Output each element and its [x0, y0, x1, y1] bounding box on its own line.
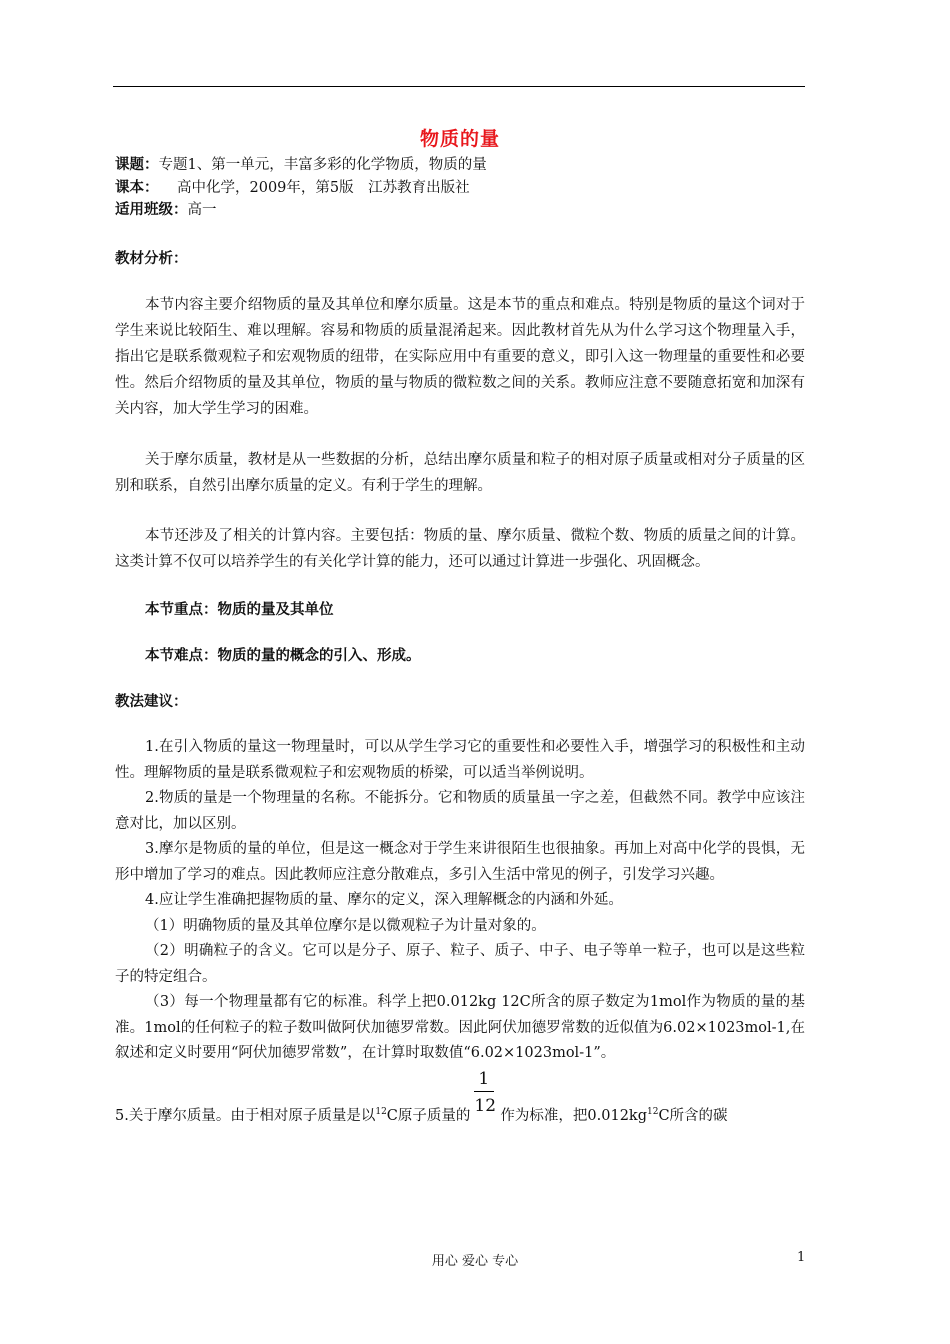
page-number: 1 — [797, 1250, 806, 1265]
method-item: 3.摩尔是物质的量的单位，但是这一概念对于学生来讲很陌生也很抽象。再加上对高中化学的畏惧，无形中增加了学习的难点。因此教师应注意分散难点，多引入生活中常见的例子，引发学习兴趣。 — [115, 841, 805, 883]
meta-topic — [115, 154, 805, 177]
meta-block — [115, 154, 805, 222]
analysis-heading: 教材分析： — [115, 249, 188, 267]
method-item: 1.在引入物质的量这一物理量时，可以从学生学习它的重要性和必要性入手，增强学习的积极性和主动性。理解物质的量是联系微观粒子和宏观物质的桥梁，可以适当举例说明。 — [115, 739, 805, 781]
method-item: （2）明确粒子的含义。它可以是分子、原子、粒子、质子、中子、电子等单一粒子，也可以是这些粒子的特定组合。 — [115, 943, 805, 985]
last-part1: 5.关于摩尔质量。由于相对原子质量是以 — [115, 1107, 376, 1124]
document-page — [115, 118, 805, 1129]
fraction-bar — [474, 1091, 494, 1092]
meta-book-value: 高中化学，2009年，第5版 江苏教育出版社 — [177, 179, 470, 196]
method-item: 2.物质的量是一个物理量的名称。不能拆分。它和物质的质量虽一字之差，但截然不同。教学中应该注意对比，加以区别。 — [115, 790, 805, 832]
header-rule — [113, 86, 805, 87]
method-item: 4.应让学生准确把握物质的量、摩尔的定义，深入理解概念的内涵和外延。 — [145, 892, 623, 909]
analysis-paragraph: 本节内容主要介绍物质的量及其单位和摩尔质量。这是本节的重点和难点。特别是物质的量这个词对于学生来说比较陌生、难以理解。容易和物质的质量混淆起来。因此教材首先从为什么学习这个物理量入手，指出它是联系微观粒子和宏观物质的纽带，在实际应用中有重要的意义，即引入这一物理量的重要性和必要性。然后介绍物质的量及其单位，物质的量与物质的微粒数之间的关系。教师应注意不要随意拓宽和加深有关内容，加大学生学习的困难。 — [115, 296, 805, 418]
document-title: 物质的量 — [419, 128, 500, 150]
fraction-denominator: 12 — [474, 1095, 497, 1116]
method-item: （1）明确物质的量及其单位摩尔是以微观粒子为计量对象的。 — [145, 917, 546, 934]
fraction — [473, 1068, 497, 1120]
isotope-superscript: 12 — [375, 1106, 387, 1117]
last-part3: 作为标准，把0.012kg — [500, 1107, 647, 1124]
difficulty-point: 本节难点：物质的量的概念的引入、形成。 — [145, 647, 421, 665]
analysis-paragraph: 关于摩尔质量，教材是从一些数据的分析，总结出摩尔质量和粒子的相对原子质量或相对分子质量的区别和联系，自然引出摩尔质量的定义。有利于学生的理解。 — [115, 451, 805, 494]
meta-book-label: 课本： — [115, 178, 159, 196]
meta-grade — [115, 199, 805, 222]
method-heading: 教法建议： — [115, 693, 188, 711]
method-item: （3）每一个物理量都有它的标准。科学上把0.012kg 12C所含的原子数定为1mol作为物质的量的基准。1mol的任何粒子的粒子数叫做阿伏加德罗常数。因此阿伏加德罗常数的近似值为6.02×1023mol-1,在叙述和定义时要用“阿伏加德罗常数”，在计算时取数值“6.02×1023mol-1”。 — [115, 994, 805, 1062]
last-part4: C所含的碳 — [658, 1107, 728, 1124]
key-point: 本节重点：物质的量及其单位 — [145, 601, 334, 619]
meta-topic-label: 课题： — [115, 156, 159, 173]
last-part2: C原子质量的 — [386, 1107, 471, 1124]
method-list — [115, 735, 805, 1067]
footer-motto: 用心 爱心 专心 — [431, 1254, 519, 1269]
method-item-last — [115, 1068, 805, 1129]
meta-grade-value: 高一 — [187, 202, 217, 218]
meta-book — [115, 177, 805, 200]
isotope-superscript: 12 — [647, 1106, 659, 1117]
meta-grade-label: 适用班级： — [115, 201, 188, 218]
fraction-numerator: 1 — [478, 1068, 490, 1089]
meta-topic-value: 专题1、第一单元，丰富多彩的化学物质，物质的量 — [158, 157, 487, 173]
analysis-paragraph: 本节还涉及了相关的计算内容。主要包括：物质的量、摩尔质量、微粒个数、物质的质量之间的计算。这类计算不仅可以培养学生的有关化学计算的能力，还可以通过计算进一步强化、巩固概念。 — [115, 527, 805, 571]
